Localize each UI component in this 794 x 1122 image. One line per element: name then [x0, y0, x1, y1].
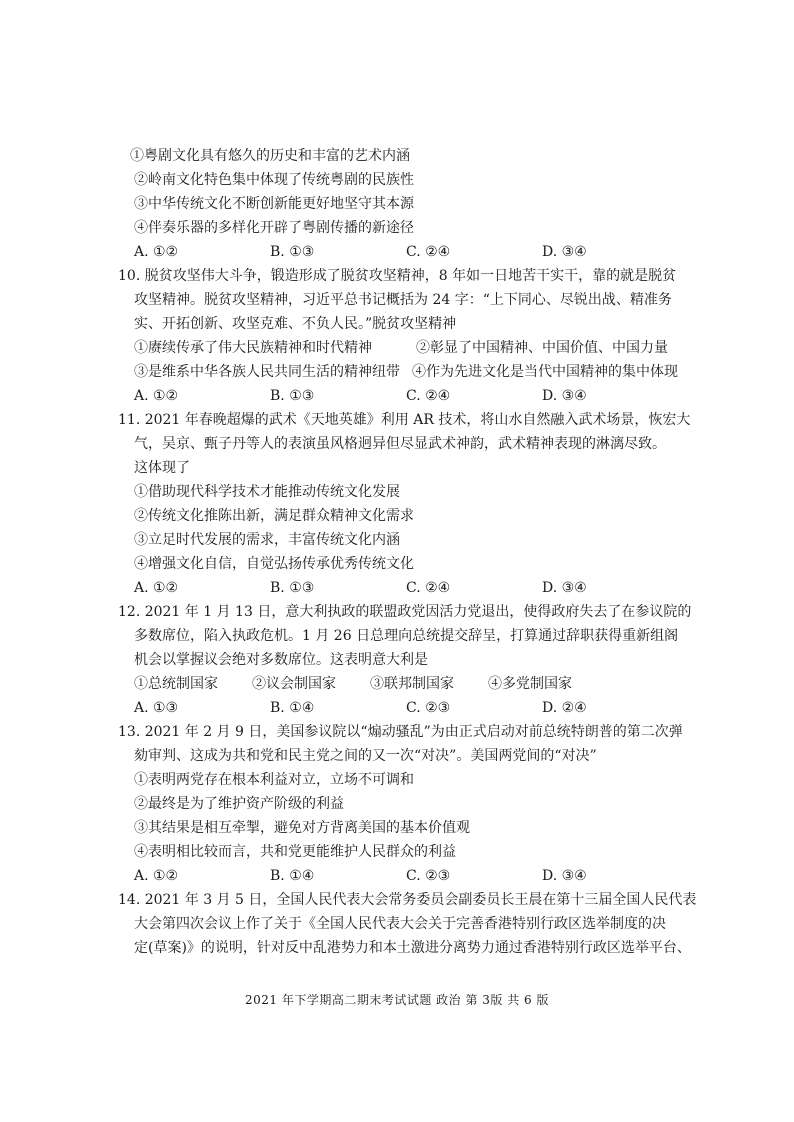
q10-option-1: ①赓续传承了伟大民族精神和时代精神 [134, 340, 372, 356]
q12-choice-a: A. ①③ [134, 700, 179, 716]
q10-choice-a: A. ①② [134, 388, 179, 404]
q11-option-1: ①借助现代科学技术才能推动传统文化发展 [134, 484, 400, 500]
q13-choice-c: C. ②③ [406, 868, 451, 884]
page-footer: 2021 年下学期高二期末考试试题 政治 第 3版 共 6 版 [244, 993, 549, 1007]
q14-stem-line-1: 14. 2021 年 3 月 5 日，全国人民代表大会常务委员会副委员长王晨在第十三届全国人民代表 [118, 892, 697, 908]
q9-option-3: ③中华传统文化不断创新能更好地坚守其本源 [134, 196, 414, 212]
q12-choices [118, 696, 678, 720]
q10-choice-c: C. ②④ [406, 388, 451, 404]
q13-stem-line-1: 13. 2021 年 2 月 9 日，美国参议院以“煽动骚乱”为由正式启动对前总统特朗普的第二次弹 [118, 724, 683, 740]
q11-choice-b: B. ①③ [270, 580, 315, 596]
q10-options-row-2 [118, 360, 678, 384]
q9-choice-b: B. ①③ [270, 244, 315, 260]
q9-option-4: ④伴奏乐器的多样化开辟了粤剧传播的新途径 [134, 220, 414, 236]
q10-option-2: ②彰显了中国精神、中国价值、中国力量 [416, 340, 668, 356]
q13-choice-b: B. ①④ [270, 868, 315, 884]
q10-stem-line-1: 10. 脱贫攻坚伟大斗争，锻造形成了脱贫攻坚精神，8 年如一日地苦干实干，靠的就是脱贫 [118, 268, 677, 284]
q9-choice-d: D. ③④ [542, 244, 587, 260]
q9-choice-a: A. ①② [134, 244, 179, 260]
q12-option-1: ①总统制国家 [134, 676, 218, 692]
q10-choices [118, 384, 678, 408]
q12-option-2: ②议会制国家 [252, 676, 336, 692]
q12-choice-d: D. ②④ [542, 700, 587, 716]
q11-choice-d: D. ③④ [542, 580, 587, 596]
q13-choice-a: A. ①② [134, 868, 179, 884]
q10-option-4: ④作为先进文化是当代中国精神的集中体现 [412, 364, 678, 380]
q12-stem-line-1: 12. 2021 年 1 月 13 日，意大利执政的联盟政党因活力党退出，使得政府失去了在参议院的 [118, 604, 692, 620]
q11-option-4: ④增强文化自信，自觉弘扬传承优秀传统文化 [134, 556, 414, 572]
q14-stem-line-3: 定(草案)》的说明，针对反中乱港势力和本土激进分离势力通过香港特别行政区选举平台、 [134, 940, 691, 956]
q11-stem-line-1: 11. 2021 年春晚超爆的武术《天地英雄》利用 AR 技术，将山水自然融入武术场景，恢宏大 [118, 412, 691, 428]
q12-options [118, 672, 678, 696]
q11-option-3: ③立足时代发展的需求，丰富传统文化内涵 [134, 532, 400, 548]
q13-choice-d: D. ③④ [542, 868, 587, 884]
q9-choices [118, 240, 678, 264]
q14-stem-line-2: 大会第四次会议上作了关于《全国人民代表大会关于完善香港特别行政区选举制度的决 [134, 916, 666, 932]
q11-choice-a: A. ①② [134, 580, 179, 596]
q11-option-2: ②传统文化推陈出新，满足群众精神文化需求 [134, 508, 414, 524]
q10-options-row-1 [118, 336, 678, 360]
q11-choice-c: C. ②④ [406, 580, 451, 596]
q10-option-3: ③是维系中华各族人民共同生活的精神纽带 [134, 364, 400, 380]
q12-stem-line-3: 机会以掌握议会绝对多数席位。这表明意大利是 [134, 652, 428, 668]
q12-option-4: ④多党制国家 [488, 676, 572, 692]
q12-choice-b: B. ①④ [270, 700, 315, 716]
q9-option-1: ①粤剧文化具有悠久的历史和丰富的艺术内涵 [130, 148, 410, 164]
q10-choice-b: B. ①③ [270, 388, 315, 404]
q10-stem-line-3: 实、开拓创新、攻坚克难、不负人民。”脱贫攻坚精神 [134, 316, 457, 332]
q13-option-2: ②最终是为了维护资产阶级的利益 [134, 796, 344, 812]
q12-stem-line-2: 多数席位，陷入执政危机。1 月 26 日总理向总统提交辞呈，打算通过辞职获得重新组阁 [134, 628, 679, 644]
q13-option-3: ③其结果是相互牵掣，避免对方背离美国的基本价值观 [134, 820, 470, 836]
q13-option-4: ④表明相比较而言，共和党更能维护人民群众的利益 [134, 844, 456, 860]
q13-option-1: ①表明两党存在根本利益对立，立场不可调和 [134, 772, 414, 788]
q13-stem-line-2: 劾审判、这成为共和党和民主党之间的又一次“对决”。美国两党间的“对决” [134, 748, 597, 764]
q12-option-3: ③联邦制国家 [370, 676, 454, 692]
question-content [118, 144, 697, 960]
q13-choices [118, 864, 678, 888]
q10-choice-d: D. ③④ [542, 388, 587, 404]
q11-stem-line-3: 这体现了 [134, 460, 190, 476]
q11-choices [118, 576, 678, 600]
q11-stem-line-2: 气，吴京、甄子丹等人的表演虽风格迥异但尽显武术神韵，武术精神表现的淋漓尽致。 [134, 436, 666, 452]
q12-choice-c: C. ②③ [406, 700, 451, 716]
q9-choice-c: C. ②④ [406, 244, 451, 260]
q10-stem-line-2: 攻坚精神。脱贫攻坚精神，习近平总书记概括为 24 字：“上下同心、尽锐出战、精准务 [134, 292, 672, 308]
q9-option-2: ②岭南文化特色集中体现了传统粤剧的民族性 [134, 172, 414, 188]
